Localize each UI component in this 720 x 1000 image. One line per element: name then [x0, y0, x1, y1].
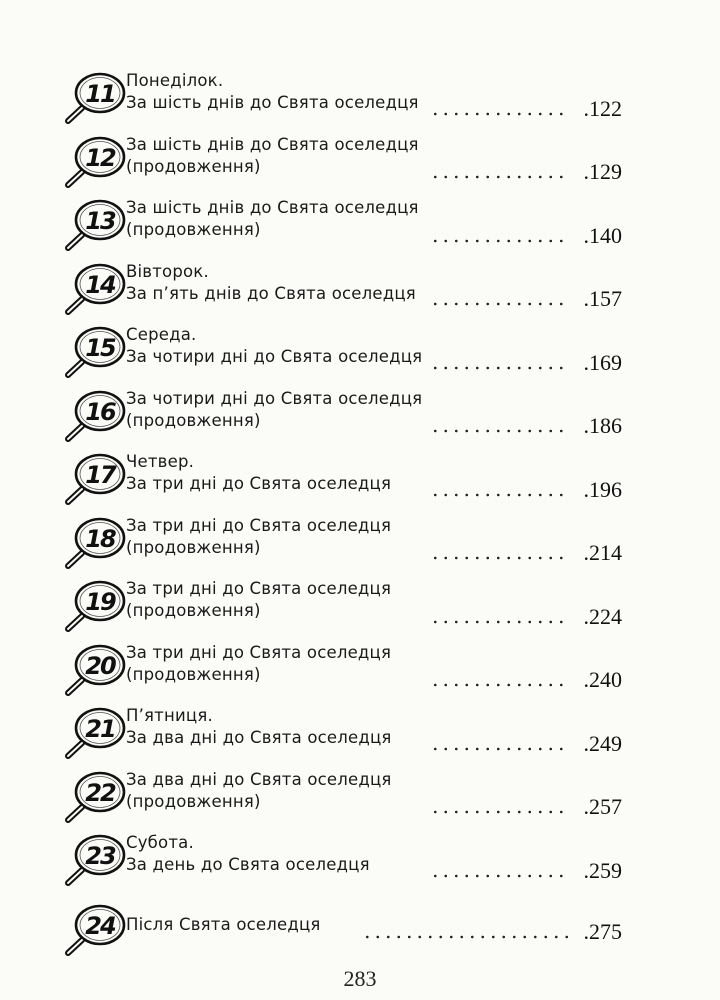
chapter-title	[126, 640, 391, 686]
page-ref: .196	[583, 476, 622, 502]
chapter-number: 19	[85, 588, 115, 616]
dot-leader	[430, 493, 570, 497]
chapter-number: 12	[85, 143, 115, 172]
toc-entry[interactable]	[62, 640, 622, 704]
chapter-badge	[62, 767, 130, 825]
toc-entry[interactable]	[62, 576, 622, 640]
dot-leader	[430, 239, 570, 243]
chapter-title-line1: За шість днів до Свята оселедця	[126, 198, 419, 217]
chapter-title-line2: За п’ять днів до Свята оселедця	[126, 283, 416, 303]
chapter-number: 24	[85, 911, 115, 940]
chapter-title	[126, 132, 419, 178]
chapter-title	[126, 513, 391, 559]
toc-entry[interactable]	[62, 830, 622, 894]
chapter-title	[126, 767, 392, 813]
page-ref: .224	[583, 603, 622, 629]
chapter-title	[126, 449, 391, 495]
toc-entry[interactable]	[62, 703, 622, 767]
page-ref: .275	[583, 919, 622, 944]
chapter-badge	[62, 386, 130, 444]
dot-leader	[430, 175, 570, 179]
chapter-title-line2: (продовження)	[126, 156, 261, 176]
chapter-number: 14	[85, 270, 115, 299]
chapter-title-line1: Четвер.	[126, 452, 195, 471]
page-ref: .240	[583, 667, 622, 692]
chapter-number: 21	[85, 715, 115, 743]
chapter-title-line2: За чотири дні до Свята оселедця	[126, 347, 423, 366]
chapter-number: 22	[85, 778, 115, 807]
page-number: 283	[343, 966, 377, 991]
dot-leader	[430, 810, 570, 814]
chapter-title-line1: Понеділок.	[126, 71, 224, 90]
chapter-title	[126, 322, 422, 368]
toc-entry[interactable]	[62, 132, 622, 196]
chapter-badge	[62, 640, 130, 698]
chapter-title	[126, 703, 392, 749]
chapter-title-line1: За три дні до Свята оселедця	[126, 642, 392, 662]
chapter-number: 17	[85, 461, 115, 489]
chapter-title	[126, 830, 370, 876]
page-ref: .122	[583, 95, 622, 121]
chapter-title	[126, 900, 321, 936]
chapter-badge	[62, 703, 130, 761]
dot-leader	[362, 935, 570, 939]
dot-leader	[430, 429, 570, 433]
dot-leader	[430, 874, 570, 878]
chapter-badge	[62, 195, 130, 253]
page-ref: .129	[583, 159, 622, 184]
chapter-title-line1: Після Свята оселедця	[126, 914, 321, 934]
dot-leader	[430, 302, 570, 306]
chapter-badge	[62, 68, 130, 126]
chapter-title-line2: (продовження)	[126, 601, 261, 620]
chapter-title-line2: (продовження)	[126, 664, 261, 684]
chapter-title	[126, 195, 419, 241]
toc-entry[interactable]	[62, 68, 622, 132]
chapter-badge	[62, 900, 130, 958]
dot-leader	[430, 683, 570, 687]
table-of-contents	[62, 68, 622, 963]
chapter-badge	[62, 449, 130, 507]
chapter-title-line2: За день до Свята оселедця	[126, 855, 370, 874]
dot-leader	[430, 112, 570, 116]
chapter-title-line1: За шість днів до Свята оселедця	[126, 134, 419, 154]
chapter-number: 18	[85, 524, 115, 553]
chapter-number: 15	[85, 334, 115, 362]
toc-entry[interactable]	[62, 259, 622, 323]
chapter-title-line2: За два дні до Свята оселедця	[126, 728, 392, 747]
page-ref: .157	[583, 286, 622, 311]
chapter-title-line2: (продовження)	[126, 791, 261, 811]
chapter-title-line2: (продовження)	[126, 537, 261, 557]
toc-entry[interactable]	[62, 322, 622, 386]
page-ref: .186	[583, 413, 622, 438]
chapter-title-line1: П’ятниця.	[126, 706, 213, 725]
chapter-title-line1: Вівторок.	[126, 261, 209, 281]
dot-leader	[430, 747, 570, 751]
chapter-number: 23	[85, 842, 115, 870]
chapter-title-line2: За шість днів до Свята оселедця	[126, 93, 419, 112]
chapter-badge	[62, 513, 130, 571]
page-ref: .140	[583, 222, 622, 248]
chapter-title	[126, 259, 416, 305]
chapter-badge	[62, 132, 130, 190]
dot-leader	[430, 556, 570, 560]
chapter-title-line1: За три дні до Свята оселедця	[126, 515, 392, 535]
chapter-title-line1: Середа.	[126, 325, 197, 344]
chapter-badge	[62, 322, 130, 380]
chapter-title-line2: (продовження)	[126, 220, 261, 239]
chapter-title	[126, 576, 391, 622]
chapter-title-line1: Субота.	[126, 833, 194, 852]
page-ref: .257	[583, 794, 622, 819]
chapter-number: 11	[85, 80, 115, 108]
chapter-title	[126, 386, 422, 432]
toc-entry[interactable]	[62, 195, 622, 259]
toc-entry[interactable]	[62, 900, 622, 964]
chapter-number: 16	[85, 397, 115, 426]
chapter-title-line1: За два дні до Свята оселедця	[126, 769, 392, 789]
chapter-number: 20	[85, 651, 115, 680]
chapter-title	[126, 68, 419, 114]
page-ref: .169	[583, 349, 622, 375]
chapter-badge	[62, 259, 130, 317]
chapter-badge	[62, 576, 130, 634]
chapter-badge	[62, 830, 130, 888]
dot-leader	[430, 620, 570, 624]
toc-entry[interactable]	[62, 449, 622, 513]
toc-entry[interactable]	[62, 386, 622, 450]
chapter-title-line1: За чотири дні до Свята оселедця	[126, 388, 423, 408]
page-ref: .214	[583, 540, 622, 565]
dot-leader	[430, 366, 570, 370]
toc-entry[interactable]	[62, 513, 622, 577]
chapter-title-line2: За три дні до Свята оселедця	[126, 474, 392, 493]
chapter-title-line2: (продовження)	[126, 410, 261, 430]
page-ref: .259	[583, 857, 622, 883]
chapter-number: 13	[85, 207, 115, 235]
chapter-title-line1: За три дні до Свята оселедця	[126, 579, 392, 598]
toc-entry[interactable]	[62, 767, 622, 831]
page-ref: .249	[583, 730, 622, 756]
